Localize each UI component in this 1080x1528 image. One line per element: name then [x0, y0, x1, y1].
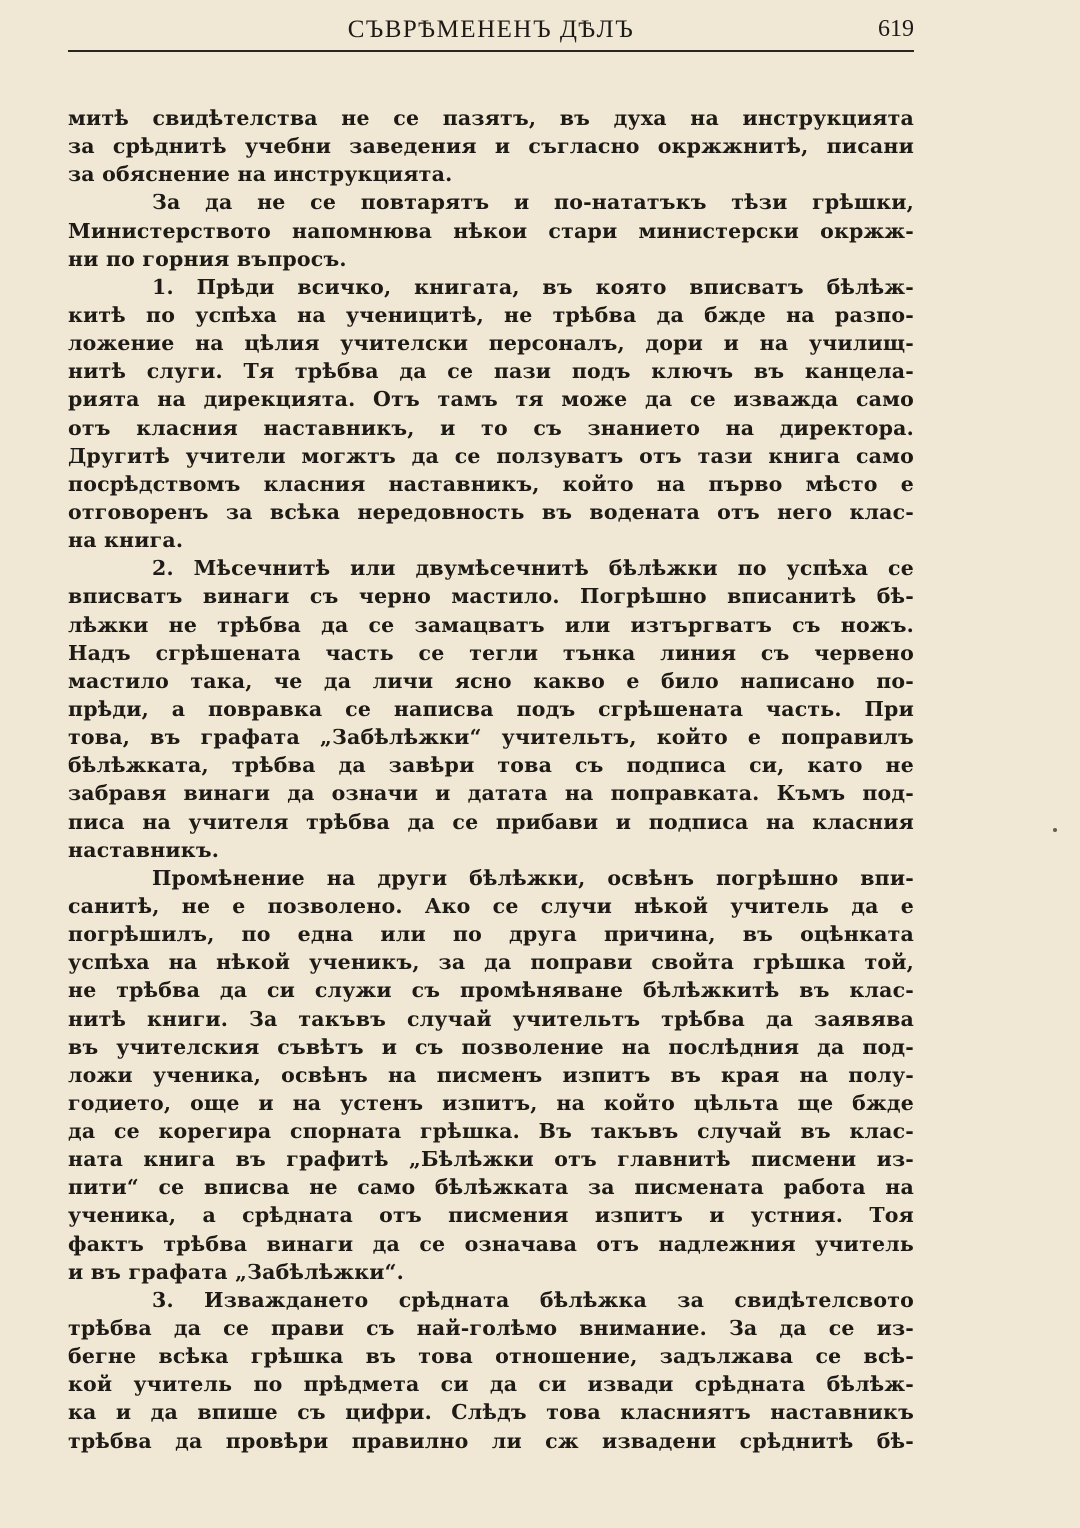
page-body-text — [68, 104, 914, 1455]
text-line: писа на учителя трѣбва да се прибави и подписа на класния — [68, 809, 914, 834]
paragraph-start-line: 3. Изваждането срѣдната бѣлѣжка за свидѣтелсвото — [152, 1287, 914, 1312]
text-line: вписватъ винаги съ черно мастило. Погрѣшно вписанитѣ бѣ- — [68, 584, 914, 609]
text-line: санитѣ, не е позволено. Ако се случи нѣкой учитель да е — [68, 893, 914, 918]
paragraph-start-line: 1. Прѣди всичко, книгата, въ която вписватъ бѣлѣж- — [152, 274, 914, 299]
text-line: за обяснение на инструкцията. — [68, 162, 453, 187]
running-title: СЪВРѢМЕНЕНЪ ДѢЛЪ — [347, 16, 635, 43]
text-line: ка и да впише съ цифри. Слѣдъ това класниятъ наставникъ — [68, 1400, 914, 1425]
text-line: ложи ученика, освѣнъ на писменъ изпитъ въ края на полу- — [68, 1062, 914, 1087]
text-line: Министерството напомнюва нѣкои стари министерски окржж- — [68, 218, 914, 243]
text-line: Другитѣ учители могжтъ да се ползуватъ отъ тази книга само — [68, 443, 914, 468]
text-line: за срѣднитѣ учебни заведения и съгласно окржжнитѣ, писани — [68, 134, 914, 159]
text-line: въ учителския съвѣтъ и съ позволение на послѣдния да под- — [68, 1034, 914, 1059]
text-line: отъ класния наставникъ, и то съ знанието на директора. — [68, 415, 914, 440]
text-line: отговоренъ за всѣка нередовность въ водената отъ него клас- — [68, 499, 914, 524]
text-line: и въ графата „Забѣлѣжки“. — [68, 1259, 404, 1284]
text-line: кой учитель по прѣдмета си да си извади срѣдната бѣлѣж- — [68, 1372, 914, 1397]
text-line: трѣбва да провѣри правилно ли сж извадени срѣднитѣ бѣ- — [68, 1428, 914, 1453]
text-line: годието, още и на устенъ изпитъ, на който цѣльта ще бжде — [68, 1090, 914, 1115]
paragraph-start-line: Промѣнение на други бѣлѣжки, освѣнъ погрѣшно впи- — [152, 865, 914, 890]
text-line: прѣди, а повравка се написва подъ сгрѣшената часть. При — [68, 696, 914, 721]
paragraph-start-line: 2. Мѣсечнитѣ или двумѣсечнитѣ бѣлѣжки по успѣха се — [152, 556, 914, 581]
text-line: мастило така, че да личи ясно какво е било написано по- — [68, 668, 914, 693]
text-line: нитѣ книги. За такъвъ случай учительтъ трѣбва да заявява — [68, 1006, 914, 1031]
paragraph-start-line: За да не се повтарятъ и по-нататъкъ тѣзи грѣшки, — [152, 190, 914, 215]
text-line: рията на дирекцията. Отъ тамъ тя може да се изважда само — [68, 387, 914, 412]
text-line: митѣ свидѣтелства не се пазятъ, въ духа на инструкцията — [68, 106, 914, 130]
text-line: ложение на цѣлия учителски персоналъ, дори и на училищ- — [68, 331, 914, 356]
text-line: забравя винаги да означи и датата на поправката. Къмъ под- — [68, 781, 914, 806]
text-line: това, въ графата „Забѣлѣжки“ учительтъ, който е поправилъ — [68, 725, 914, 750]
text-line: наставникъ. — [68, 837, 220, 862]
text-line: погрѣшилъ, по една или по друга причина, въ оцѣнката — [68, 922, 914, 947]
text-line: нитѣ слуги. Тя трѣбва да се пази подъ ключъ въ канцела- — [68, 359, 914, 384]
text-line: успѣха на нѣкой ученикъ, за да поправи свойта грѣшка той, — [68, 950, 914, 975]
text-line: фактъ трѣбва винаги да се означава отъ надлежния учитель — [68, 1231, 914, 1256]
running-header — [68, 10, 914, 52]
text-line: не трѣбва да си служи съ промѣняване бѣлѣжкитѣ въ клас- — [68, 978, 914, 1003]
text-line: бегне всѣка грѣшка въ това отношение, задължава се всѣ- — [68, 1344, 914, 1369]
text-line: да се корегира спорната грѣшка. Въ такъвъ случай въ клас- — [68, 1119, 914, 1144]
text-line: посрѣдствомъ класния наставникъ, който на първо мѣсто е — [68, 471, 914, 496]
text-line: ни по горния въпросъ. — [68, 246, 347, 271]
text-line: ната книга въ графитѣ „Бѣлѣжки отъ главнитѣ писмени из- — [68, 1147, 914, 1172]
text-line: бѣлѣжката, трѣбва да завѣри това съ подписа си, като не — [68, 753, 914, 778]
text-line: пити“ се вписва не само бѣлѣжката за писмената работа на — [68, 1175, 914, 1200]
text-line: китѣ по успѣха на ученицитѣ, не трѣбва да бжде на разпо- — [68, 302, 914, 327]
text-line: ученика, а срѣдната отъ писмения изпитъ и устния. Тоя — [68, 1203, 914, 1228]
text-line: на книга. — [68, 528, 184, 553]
text-line: лѣжки не трѣбва да се замацватъ или изтъргватъ съ ножъ. — [68, 612, 914, 637]
text-line: Надъ сгрѣшената часть се тегли тънка линия съ червено — [68, 640, 914, 665]
text-line: трѣбва да се прави съ най-голѣмо внимание. За да се из- — [68, 1316, 914, 1341]
page-number: 619 — [878, 16, 914, 42]
paper-speck — [1053, 828, 1057, 832]
